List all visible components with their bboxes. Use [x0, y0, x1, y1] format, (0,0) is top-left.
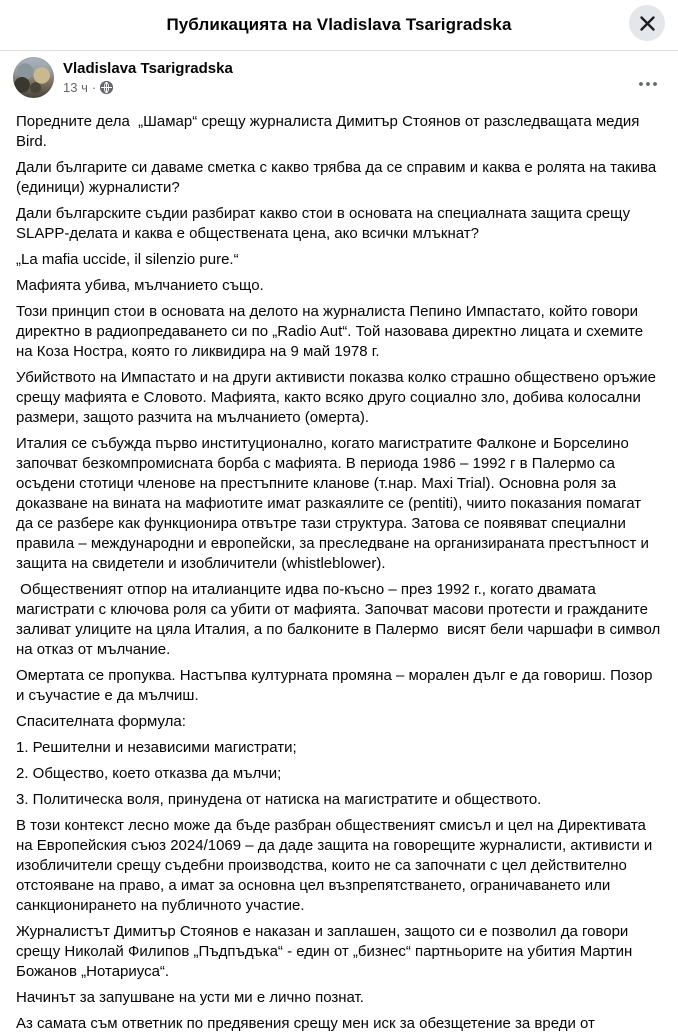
post-paragraph: Омертата се пропуква. Настъпва културната промяна – морален дълг е да говориш. Позор и съучастие е да мълчиш.: [16, 667, 657, 704]
post-paragraph: Спасителната формула:: [16, 713, 186, 730]
author-name[interactable]: Vladislava Tsarigradska: [63, 60, 233, 77]
close-icon: [639, 15, 656, 32]
avatar[interactable]: [13, 57, 54, 98]
post-content: [0, 98, 678, 1034]
close-button[interactable]: [629, 5, 665, 41]
post-paragraph: Аз самата съм ответник по предявения срещу мен иск за обезщетение за вреди от: [16, 1015, 595, 1032]
post-paragraph: Италия се събужда първо институционално, когато магистратите Фалконе и Борселино започват безкомпромисната борба с мафията. В периода 1986 – 1992 г в Палермо са осъдени стотици членове на престъпните кланове (т.нар. Maxi Trial). Основна роля за доказване на вината на мафиотите имат разкаялите се (pentiti), чиито показания помагат да се разбере как функционира отвътре тази структура. Затова се появяват специални правила – международни и европейски, за преследване на организираната престъпност и защита на свидетели и изобличители (whistleblower).: [16, 435, 654, 572]
ellipsis-icon: [638, 75, 658, 90]
dialog-title: Публикацията на Vladislava Tsarigradska: [166, 15, 512, 34]
more-options-button[interactable]: [634, 71, 662, 94]
globe-icon: [100, 81, 113, 94]
dialog-header: [0, 0, 678, 51]
post-paragraph: Общественият отпор на италианците идва по-късно – през 1992 г., когато двамата магистрати с ключова роля са убити от мафията. Започват масови протести и гражданите заливат улиците на цяла Италия, а по балконите в Палермо висят бели чаршафи в символ на отказ от мълчание.: [16, 581, 665, 658]
timestamp[interactable]: 13 ч: [63, 80, 88, 95]
post-paragraph: Този принцип стои в основата на делото на журналиста Пепино Импастато, който говори директно в радиопредаването си по „Radio Aut“. Той назовава директно лицата и схемите на Коза Ностра, която го ликвидира на 9 май 1978 г.: [16, 303, 648, 360]
post-paragraph: 1. Решителни и независими магистрати;: [16, 739, 297, 756]
post-paragraph: Начинът за запушване на усти ми е лично познат.: [16, 989, 364, 1006]
post-paragraph: 2. Общество, което отказва да мълчи;: [16, 765, 282, 782]
post-paragraph: „La mafia uccide, il silenzio pure.“: [16, 251, 239, 268]
post-header: [0, 51, 678, 98]
post-paragraph: Убийството на Импастато и на други активисти показва колко страшно обществено оръжие срещу мафията е Словото. Мафията, както всяко друго социално зло, добива колосални размери, защото разчита на мълчанието (омерта).: [16, 369, 661, 426]
post-paragraph: Поредните дела „Шамар“ срещу журналиста Димитър Стоянов от разследващата медия Bird.: [16, 113, 644, 150]
post-paragraph: В този контекст лесно може да бъде разбран общественият смисъл и цел на Директивата на Европейския съюз 2024/1069 – да даде защита на говорещите журналисти, активисти и изобличители срещу съдебни производства, които не са започнати с цел действително отстояване на право, а имат за основна цел възпрепятстването, ограничаването или санкционирането на публичното участие.: [16, 817, 657, 914]
post-paragraph: Журналистът Димитър Стоянов е наказан и заплашен, защото си е позволил да говори срещу Николай Филипов „Пъдпъдъка“ - един от „бизнес“ партньорите на убития Мартин Божанов „Нотариуса“.: [16, 923, 637, 980]
post-header-info: [63, 57, 233, 96]
post-paragraph: Мафията убива, мълчанието също.: [16, 277, 264, 294]
post-paragraph: Дали българите си даваме сметка с какво трябва да се справим и каква е ролята на такива (единици) журналисти?: [16, 159, 661, 196]
meta-separator: ·: [91, 80, 97, 95]
post-paragraph: Дали българските съдии разбират какво стои в основата на специалната защита срещу SLAPP-делата и каква е обществената цена, ако всички млъкнат?: [16, 205, 635, 242]
post-paragraph: 3. Политическа воля, принудена от натиска на магистратите и обществото.: [16, 791, 542, 808]
post-meta: [63, 79, 233, 96]
